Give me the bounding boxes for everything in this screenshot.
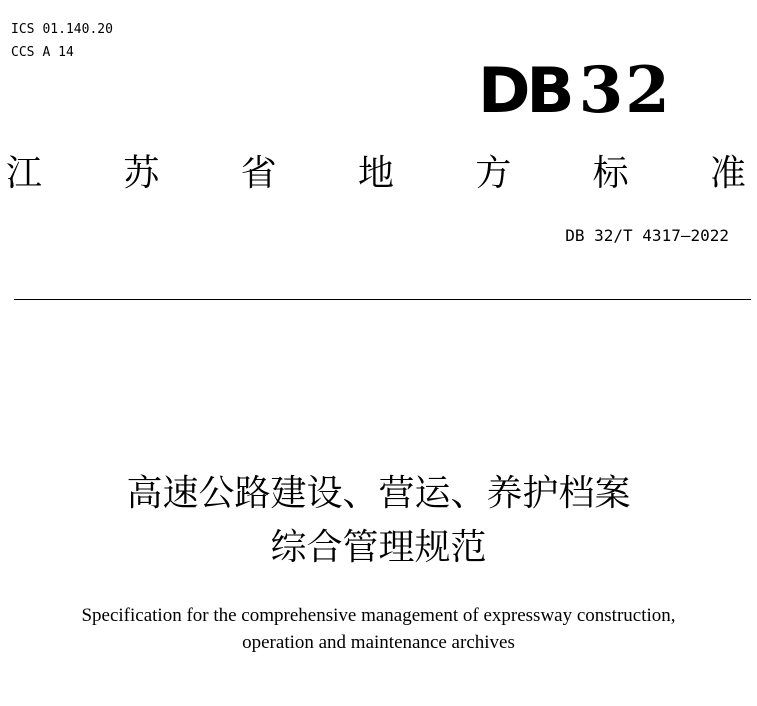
province-char: 苏 (123, 153, 160, 194)
ics-classification (11, 22, 113, 38)
title-en-line1: Specification for the comprehensive management of expressway construction, (81, 605, 676, 626)
ccs-label: CCS (11, 45, 35, 60)
header-divider (14, 299, 751, 300)
province-standard-heading (6, 150, 746, 198)
province-char: 省 (240, 153, 277, 194)
title-cn-line2: 综合管理规范 (270, 527, 487, 568)
province-char: 方 (475, 153, 512, 194)
db32-logo (478, 53, 672, 128)
ics-code: 01.140.20 (42, 22, 113, 37)
ics-label: ICS (11, 22, 35, 37)
ccs-classification (11, 45, 74, 61)
province-char: 江 (6, 153, 43, 194)
province-char: 准 (709, 153, 746, 194)
title-en-line2: operation and maintenance archives (242, 632, 515, 653)
logo-letters: DB (478, 54, 571, 127)
province-char: 标 (592, 153, 629, 194)
ccs-code: A 14 (42, 45, 74, 60)
standard-number: DB 32/T 4317—2022 (565, 226, 729, 245)
province-char: 地 (357, 153, 394, 194)
title-cn-line1: 高速公路建设、营运、养护档案 (126, 473, 631, 514)
logo-number: 32 (578, 53, 672, 128)
